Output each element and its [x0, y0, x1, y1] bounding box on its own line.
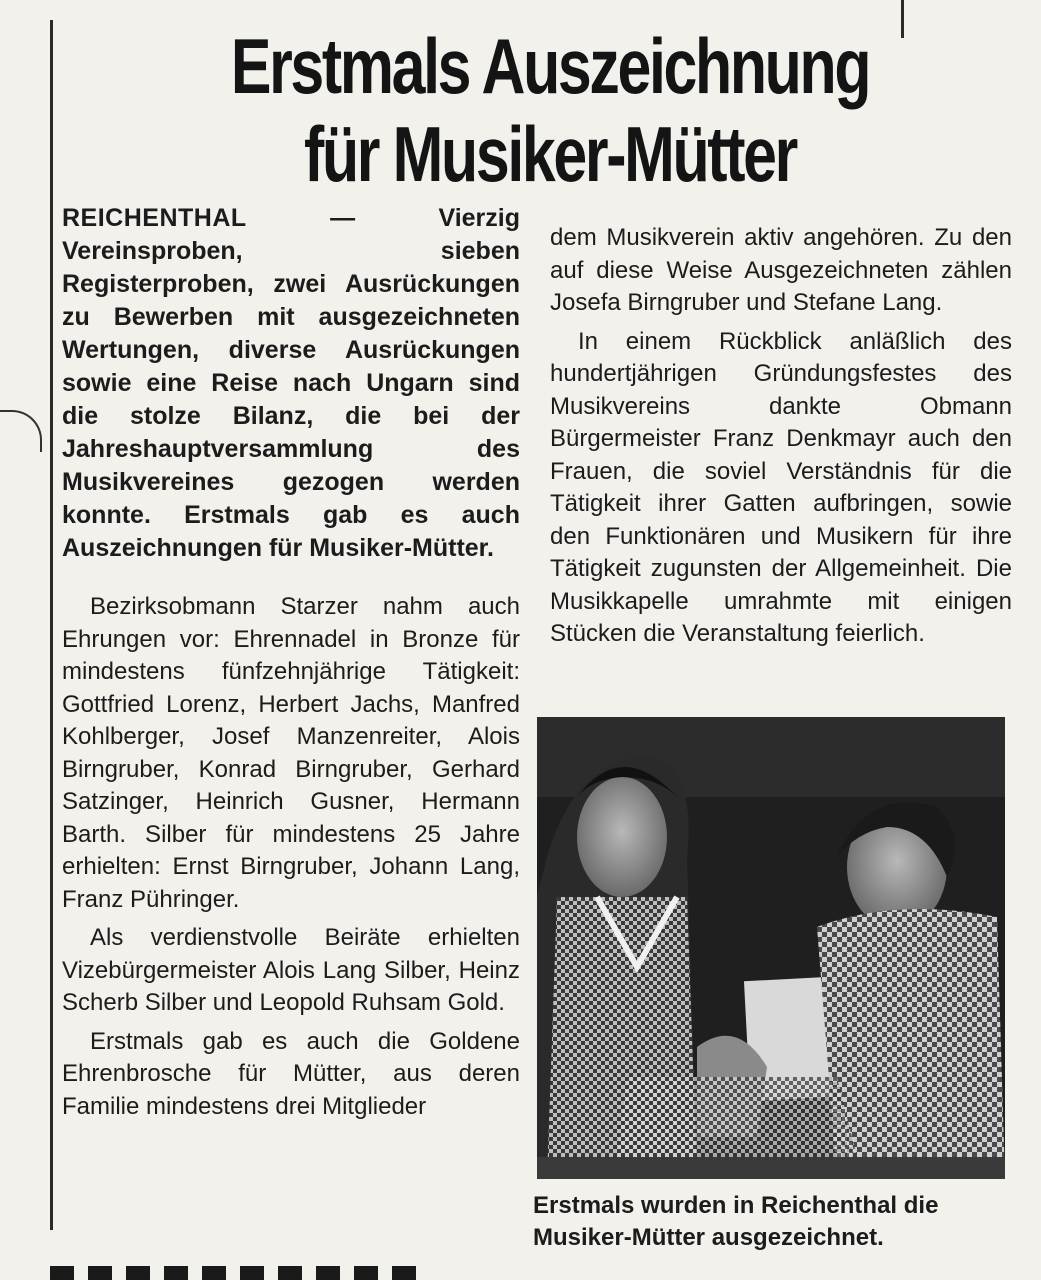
mark: [354, 1266, 378, 1280]
page-bottom-marks: [50, 1266, 450, 1280]
paragraph-honors: Bezirksobmann Starzer nahm auch Ehrungen vor: Ehrennadel in Bronze für mindestens fünfzehnjährige Tätigkeit: Gottfried Lorenz, Herbert Jachs, Manfred Kohlberger, Josef Manzenreiter, Alois Birngruber, Konrad Birngruber, Gerhard Satzinger, Heinrich Gusner, Hermann Barth. Silber für mindestens 25 Jahre erhielten: Ernst Birngruber, Johann Lang, Franz Pühringer.: [62, 593, 520, 913]
paragraph-brooch: Erstmals gab es auch die Goldene Ehrenbrosche für Mütter, aus deren Familie mindestens drei Mitglieder: [62, 1027, 520, 1120]
mark: [50, 1266, 74, 1280]
lead-paragraph: [62, 202, 520, 565]
mark: [202, 1266, 226, 1280]
mark: [278, 1266, 302, 1280]
mark: [240, 1266, 264, 1280]
headline: [168, 22, 932, 198]
article-photo: [537, 717, 1005, 1179]
mark: [88, 1266, 112, 1280]
photo-image: [537, 717, 1005, 1179]
photo-caption: Erstmals wurden in Reichenthal die Musiker-Mütter ausgezeichnet.: [533, 1192, 939, 1251]
page-edge-line: [50, 20, 53, 1230]
dateline: REICHENTHAL: [62, 204, 247, 232]
mark: [316, 1266, 340, 1280]
mark: [126, 1266, 150, 1280]
paragraph-continued: dem Musikverein aktiv angehören. Zu den auf diese Weise Ausgezeichneten zählen Josefa Birngruber und Stefane Lang.: [550, 224, 1012, 316]
mark: [164, 1266, 188, 1280]
article-column-left: [62, 202, 520, 1129]
paragraph-advisors: Als verdienstvolle Beiräte erhielten Vizebürgermeister Alois Lang Silber, Heinz Scherb Silber und Leopold Ruhsam Gold.: [62, 924, 520, 1016]
headline-line-1: Erstmals Auszeichnung: [230, 22, 870, 110]
paragraph-review: In einem Rückblick anläßlich des hundertjährigen Gründungsfestes des Musikvereins dankte Obmann Bürgermeister Franz Denkmayr auch den Frauen, die soviel Verständnis für die Tätigkeit ihrer Gatten aufbringen, sowie den Funktionären und Musikern für ihre Tätigkeit zugunsten der Allgemeinheit. Die Musikkapelle umrahmte mit einigen Stücken die Veranstaltung feierlich.: [550, 327, 1012, 647]
headline-line-2: für Musiker-Mütter: [304, 110, 796, 198]
mark: [392, 1266, 416, 1280]
article-column-right: [550, 222, 1012, 657]
lead-text: — Vierzig Vereinsproben, sieben Registerproben, zwei Ausrückungen zu Bewerben mit ausgezeichneten Wertungen, diverse Ausrückungen sowie eine Reise nach Ungarn sind die stolze Bilanz, die bei der Jahreshauptversammlung des Musikvereines gezogen werden konnte. Erstmals gab es auch Auszeichnungen für Musiker-Mütter.: [62, 204, 520, 562]
margin-mark: [0, 410, 42, 452]
